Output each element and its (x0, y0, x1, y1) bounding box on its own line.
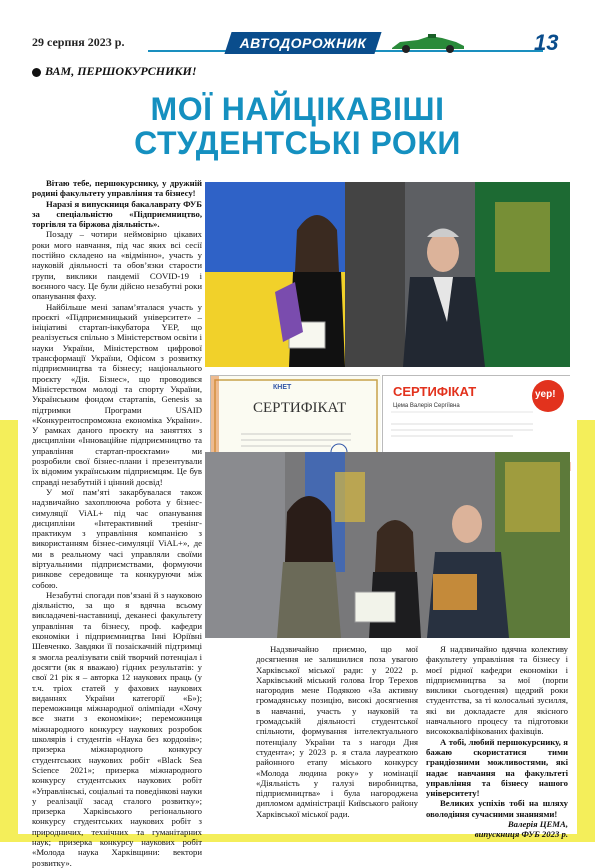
race-car-icon (390, 32, 466, 54)
photo-award-ceremony (205, 182, 570, 367)
photo-1-image (205, 182, 570, 367)
certificate-1-brand: КНЕТ (273, 384, 292, 391)
paragraph: А тобі, любий першокурснику, я бажаю скористатися тими грандіозними можливостями, які надає навчання на факультеті управління та бізнесу нашого університету! (426, 736, 568, 799)
paragraph: Наразі я випускниця бакалаврату ФУБ за спеціальністю «Підприємництво, торгівля та біржова діяльність». (32, 198, 202, 230)
section-label: ВАМ, ПЕРШОКУРСНИКИ! (45, 64, 197, 78)
certificate-2-title: СЕРТИФІКАТ (393, 384, 477, 399)
middle-text-column (256, 644, 418, 819)
issue-date: 29 серпня 2023 р. (32, 35, 125, 49)
photo-2-image (205, 452, 570, 638)
headline-line-1: МОЇ НАЙЦІКАВІШІ (150, 91, 445, 127)
page-number: 13 (534, 30, 559, 55)
author-role: випускниця ФУБ 2023 р. (474, 829, 568, 840)
bullet-icon (32, 68, 41, 77)
newspaper-page (18, 28, 577, 868)
headline-line-2: СТУДЕНТСЬКІ РОКИ (134, 125, 461, 161)
author-name: Валерія ЦЕМА, (507, 819, 568, 830)
paragraph: Позаду – чотири неймовірно цікавих роки мого навчання, під час яких всі сесії постійно складено на «відмінно», участь у науковій діяльності та обов’язки старости групи, виклики пандемії COVID-19 і воєнного часу. Це були дійсно незабутні роки опанування фаху. (32, 229, 202, 302)
newspaper-name: АВТОДОРОЖНИК (239, 35, 367, 51)
newspaper-logo (224, 32, 381, 54)
left-text-column (32, 178, 202, 868)
paragraph: Великих успіхів тобі на шляху оволодіння сучасними знаннями! (426, 798, 568, 819)
paragraph: Надзвичайно приємно, що мої досягнення не залишилися поза увагою Харківської міської ради: у 2022 р. Харківський міський голова Ігор Терехов нагородив мене Подякою «За активну громадянську позицію, високі досягнення в навчанні, участь у науковій та громадській діяльності студентської спільноти, формування інтелектуального потенціалу України та з нагоди Дня студента»; у 2023 р. я стала лауреаткою районного етапу міського конкурсу «Молода людина року» у номінації «Діяльність у галузі виробництва, підприємництва» і була нагороджена дипломом адміністрації Київського району Харківської міської ради. (256, 644, 418, 819)
paragraph: Найбільше мені запам’яталася участь у проєкті «Підприємницький університет» – ініціативі стартап-інкубатора YEP, що реалізується спільно з Міністерством освіти і науки України, Міністерством цифрової трансформації України, Офісом з розвитку підприємництва та бізнесу; національного проєкту «Дія. Бізнес», що проводився Міністерством молоді та спорту України, Українським фондом стартапів, Genesis за підтримки Програми USAID «Конкурентоспроможна економіка України». У рамках даного проєкту на заняттях з дисципліни «Інноваційне підприємництво та управління стартап-проєктами» ми розробили свої бізнес-плани і презентували їх відомим українським підприємцям. Це був справді незабутній і цінний досвід! (32, 301, 202, 487)
photo-with-diploma (205, 452, 570, 638)
section-heading (32, 64, 197, 79)
certificate-1-title: СЕРТИФІКАТ (253, 400, 347, 416)
right-text-column (426, 644, 568, 840)
certificate-2-name: Цема Валерія Сергіївна (393, 403, 460, 409)
paragraph: Я надзвичайно вдячна колективу факультету управління та бізнесу і моєї рідної кафедри економіки і підприємництва за мої (порпи виклики сьогодення) щедрий роки студентства, за ті колосальні зусилля, які ви докладаєте для якісного навчального процесу та підготовки висококваліфікованих фахівців. (426, 644, 568, 737)
paragraph: Незабутні спогади пов’язані й з науковою діяльністю, за що я вдячна всьому викладачеві-наставниці, деканесі факультету управління та бізнесу, проф. кафедри економіки і підприємництва Інні Юріївні Шевченко. Завдяки її позаіскачній підтримці я змогла реалізувати свій творчий потенціал і досягти (як я вважаю) гідних результатів: у свої 21 рік я – авторка 12 наукових праць (у т.ч. тріох статей у фахових наукових виданнях України категорії «Б»); переможниця міжнародної олімпіади «Хочу все знати з економіки»; переможниця міжнародного конкурсу наукових розробок школярів і студентів «Наука без кордонів»; призерка міжнародного конкурсу студентських наукових робіт «Black Sea Science 2021»; призерка міжнародного конкурсу студентських наукових робіт «Управлінські, соціальні та поведінкові науки у реалізації засад сталого розвитку»; призерка Харківського регіонального конкурсу студентських наукових робіт з природничих, технічних та гуманітарних наук; призерка конкурсу наукових робіт «Молода наука Харківщини: вектори розвитку». (32, 589, 202, 868)
paragraph: У мої пам’яті закарбувалася також надзвичайно захоплююча робота у бізнес-симуляції ViAL+ під час опанування дисципліни «Інтерактивний тренінг-практикум з управління компанією з використанням бізнес-симуляції ViAL+», де ми в реальному часі управляли своїми віртуальними підприємствами, формуючи ринкове середовище та конкуруючи між собою. (32, 486, 202, 590)
yep-logo: yep! (535, 389, 556, 400)
paragraph: Вітаю тебе, першокурснику, у дружній родині факультету управління та бізнесу! (32, 178, 202, 199)
